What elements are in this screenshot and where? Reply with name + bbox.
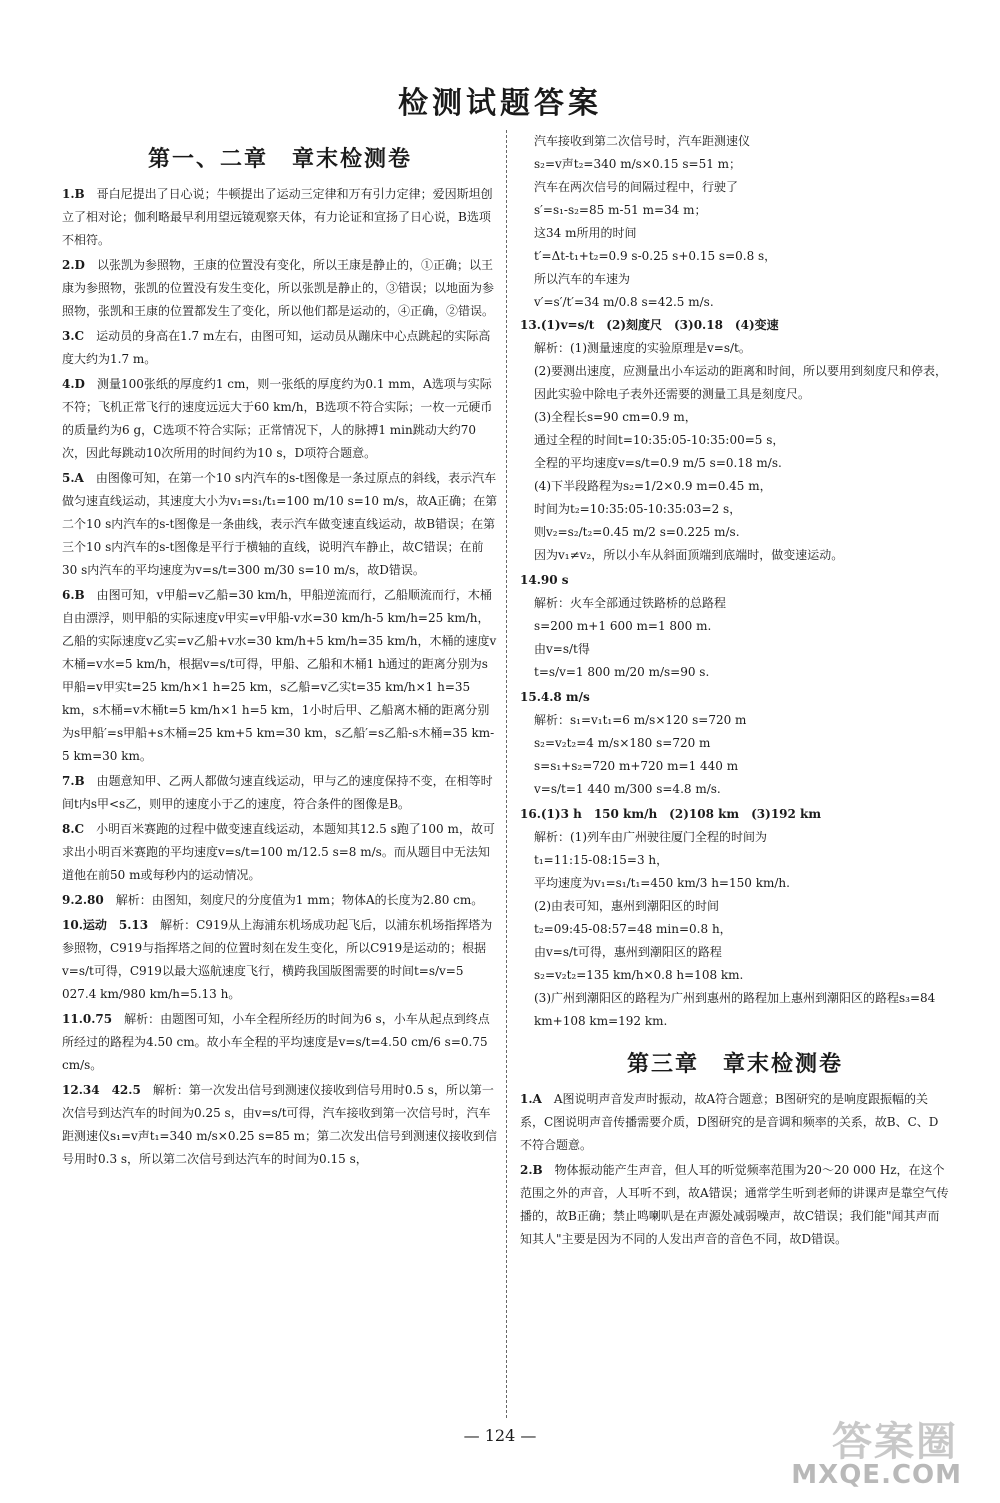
- right-continuation: [520, 130, 950, 314]
- answer-line: (2)要测出速度，应测量出小车运动的距离和时间，所以要用到刻度尺和停表，因此实验中除电子表外还需要的测量工具是刻度尺。: [534, 364, 948, 401]
- answer-text: 测量100张纸的厚度约1 cm，则一张纸的厚度约为0.1 mm，A选项与实际不符；飞机正常飞行的速度远远大于60 km/h，B选项不符合实际；一枚一元硬币的质量约为6 g，C选项不符合实际；正常情况下，人的脉搏1 min跳动大约70次，因此每跳动10次所用的时间约为10 s，D项符合题意。: [62, 377, 493, 460]
- answer-line: (3)广州到潮阳区的路程为广州到惠州的路程加上惠州到潮阳区的路程s₃=84 km+108 km=192 km.: [534, 991, 936, 1028]
- answer-item: [62, 770, 498, 816]
- answer-line: 解析：(1)测量速度的实验原理是v=s/t。: [534, 341, 751, 355]
- answer-text: 由图像可知，在第一个10 s内汽车的s-t图像是一条过原点的斜线，表示汽车做匀速直线运动，其速度大小为v₁=s₁/t₁=100 m/10 s=10 m/s，故A正确；在第二个10 s内汽车的s-t图像是一条曲线，表示汽车做变速直线运动，故B错误；在第三个10 s内汽车的s-t图像是平行于横轴的直线，说明汽车静止，故C错误；在前30 s内汽车的平均速度为v=s/t=300 m/30 s=10 m/s，故D错误。: [62, 471, 498, 577]
- answer-line: 解析：火车全部通过铁路桥的总路程: [534, 596, 727, 610]
- answer-line: 解析：s₁=v₁t₁=6 m/s×120 s=720 m: [534, 713, 747, 727]
- answer-line: 时间为t₂=10:35:05-10:35:03=2 s，: [534, 502, 742, 516]
- page-title: 检测试题答案: [398, 86, 602, 121]
- answer-number: 12.34 42.5: [62, 1083, 141, 1097]
- answer-item: [62, 1008, 498, 1077]
- answer-item: [520, 1088, 950, 1157]
- answer-line: 所以汽车的车速为: [534, 272, 631, 286]
- answer-number: 9.2.80: [62, 893, 104, 907]
- answer-number: 10.运动 5.13: [62, 918, 149, 932]
- right-column: [520, 130, 950, 1253]
- answer-line: 汽车在两次信号的间隔过程中，行驶了: [534, 180, 739, 194]
- answer-text: 解析：C919从上海浦东机场成功起飞后，以浦东机场指挥塔为参照物，C919与指挥塔之间的位置时刻在发生变化，所以C919是运动的；根据v=s/t可得，C919以最大巡航速度飞行，横跨我国版图需要的时间t=s/v=5 027.4 km/980 km/h=5.13 h。: [62, 918, 493, 1001]
- answer-line: 平均速度为v₁=s₁/t₁=450 km/3 h=150 km/h.: [534, 876, 790, 890]
- left-column: [62, 130, 498, 1173]
- answer-number: 6.B: [62, 588, 85, 602]
- answer-item: [62, 254, 498, 323]
- answer-line: 由v=s/t可得，惠州到潮阳区的路程: [534, 945, 722, 959]
- answer-text: 运动员的身高在1.7 m左右，由图可知，运动员从蹦床中心点跳起的实际高度大约为1.7 m。: [62, 329, 491, 366]
- answer-line: s=200 m+1 600 m=1 800 m.: [534, 619, 712, 633]
- answer-number: 4.D: [62, 377, 85, 391]
- answer-item: [62, 325, 498, 371]
- answer-item: [62, 373, 498, 465]
- answer-number: 2.B: [520, 1163, 543, 1177]
- answer-line: 通过全程的时间t=10:35:05-10:35:00=5 s，: [534, 433, 785, 447]
- answer-number: 1.A: [520, 1092, 542, 1106]
- answer-line: s₂=v声t₂=340 m/s×0.15 s=51 m；: [534, 157, 742, 171]
- answer-item: [520, 1159, 950, 1251]
- answer-text: 由题意知甲、乙两人都做匀速直线运动，甲与乙的速度保持不变，在相等时间t内s甲<s乙，则甲的速度小于乙的速度，符合条件的图像是B。: [62, 774, 493, 811]
- answer-item: [62, 467, 498, 582]
- answer-item: [62, 914, 498, 1006]
- answer-line: 这34 m所用的时间: [534, 226, 637, 240]
- left-section-title: 第一、二章 章末检测卷: [147, 147, 412, 172]
- answer-item: [62, 818, 498, 887]
- answer-number: 2.D: [62, 258, 85, 272]
- answer-number: 3.C: [62, 329, 85, 343]
- answer-text: 由图可知，v甲船=v乙船=30 km/h，甲船逆流而行，乙船顺流而行，木桶自由漂浮，则甲船的实际速度v甲实=v甲船-v水=30 km/h-5 km/h=25 km/h，乙船的实际速度v乙实=v乙船+v水=30 km/h+5 km/h=35 km/h，木桶的速度v木桶=v水=5 km/h，根据v=s/t可得，甲船、乙船和木桶1 h通过的距离分别为s甲船=v甲实t=25 km/h×1 h=25 km，s乙船=v乙实t=35 km/h×1 h=35 km，s木桶=v木桶t=5 km/h×1 h=5 km，1小时后甲、乙船离木桶的距离分别为s甲船′=s甲船+s木桶=25 km+5 km=30 km，s乙船′=s乙船-s木桶=35 km-5 km=30 km。: [62, 588, 497, 763]
- right-answer-list: [520, 314, 950, 1033]
- answer-line: (4)下半段路程为s₂=1/2×0.9 m=0.45 m，: [534, 479, 772, 493]
- answer-line: t₁=11:15-08:15=3 h，: [534, 853, 669, 867]
- answer-number: 11.0.75: [62, 1012, 113, 1026]
- answer-line: 则v₂=s₂/t₂=0.45 m/2 s=0.225 m/s.: [534, 525, 740, 539]
- answer-line: 解析：(1)列车由广州驶往厦门全程的时间为: [534, 830, 767, 844]
- answer-line: 全程的平均速度v=s/t=0.9 m/5 s=0.18 m/s.: [534, 456, 782, 470]
- answer-item: [520, 314, 950, 567]
- answer-line: s₂=v₂t₂=4 m/s×180 s=720 m: [534, 736, 711, 750]
- answer-number: 14.90 s: [520, 573, 569, 587]
- answer-text: 小明百米赛跑的过程中做变速直线运动，本题知其12.5 s跑了100 m，故可求出小明百米赛跑的平均速度v=s/t=100 m/12.5 s=8 m/s。而从题目中无法知道他在前50 m或每秒内的运动情况。: [62, 822, 495, 882]
- answer-item: [520, 803, 950, 1033]
- answer-line: s′=s₁-s₂=85 m-51 m=34 m；: [534, 203, 707, 217]
- answer-number: 8.C: [62, 822, 85, 836]
- answer-item: [62, 1079, 498, 1171]
- answer-line: (2)由表可知，惠州到潮阳区的时间: [534, 899, 719, 913]
- answer-number: 5.A: [62, 471, 84, 485]
- answer-line: 由v=s/t得: [534, 642, 590, 656]
- answer-number: 7.B: [62, 774, 85, 788]
- answer-item: [520, 686, 950, 801]
- answer-number: 16.(1)3 h 150 km/h (2)108 km (3)192 km: [520, 807, 822, 821]
- watermark-url: MXQE.COM: [791, 1460, 962, 1490]
- answer-line: t₂=09:45-08:57=48 min=0.8 h，: [534, 922, 732, 936]
- watermark-logo: 答案圈: [832, 1419, 958, 1465]
- answer-text: 哥白尼提出了日心说；牛顿提出了运动三定律和万有引力定律；爱因斯坦创立了相对论；伽利略最早利用望远镜观察天体，有力论证和宣扬了日心说，B选项不相符。: [62, 187, 493, 247]
- answer-number: 15.4.8 m/s: [520, 690, 590, 704]
- answer-line: 汽车接收到第二次信号时，汽车距测速仪: [534, 134, 751, 148]
- answer-text: A图说明声音发声时振动，故A符合题意；B图研究的是响度跟振幅的关系，C图说明声音传播需要介质，D图研究的是音调和频率的关系，故B、C、D不符合题意。: [520, 1092, 939, 1152]
- right-section-title: 第三章 章末检测卷: [626, 1052, 843, 1077]
- answer-line: (3)全程长s=90 cm=0.9 m，: [534, 410, 697, 424]
- answer-line: t′=Δt-t₁+t₂=0.9 s-0.25 s+0.15 s=0.8 s，: [534, 249, 777, 263]
- page-number: — 124 —: [463, 1426, 537, 1445]
- column-divider: [506, 130, 507, 1418]
- answer-text: 解析：由题图可知，小车全程所经历的时间为6 s，小车从起点到终点所经过的路程为4.50 cm。故小车全程的平均速度是v=s/t=4.50 cm/6 s=0.75 cm/s。: [62, 1012, 490, 1072]
- answer-line: v=s/t=1 440 m/300 s=4.8 m/s.: [534, 782, 721, 796]
- answer-text: 解析：由图知，刻度尺的分度值为1 mm；物体A的长度为2.80 cm。: [103, 893, 484, 907]
- answer-line: t=s/v=1 800 m/20 m/s=90 s.: [534, 665, 710, 679]
- answer-line: s₂=v₂t₂=135 km/h×0.8 h=108 km.: [534, 968, 744, 982]
- answer-line: v′=s′/t′=34 m/0.8 s=42.5 m/s.: [534, 295, 714, 309]
- left-answer-list: [62, 183, 498, 1171]
- answer-text: 物体振动能产生声音，但人耳的听觉频率范围为20～20 000 Hz，在这个范围之外的声音，人耳听不到，故A错误；通常学生听到老师的讲课声是靠空气传播的，故B正确；禁止鸣喇叭是在声源处减弱噪声，故C错误；我们能"闻其声而知其人"主要是因为不同的人发出声音的音色不同，故D错误。: [520, 1163, 949, 1246]
- answer-item: [62, 584, 498, 768]
- answer-line: s=s₁+s₂=720 m+720 m=1 440 m: [534, 759, 739, 773]
- answer-number: 13.(1)v=s/t (2)刻度尺 (3)0.18 (4)变速: [520, 318, 779, 332]
- answer-item: [62, 183, 498, 252]
- answer-text: 以张凯为参照物，王康的位置没有变化，所以王康是静止的，①正确；以王康为参照物，张凯的位置没有发生变化，所以张凯是静止的，③错误；以地面为参照物，张凯和王康的位置都发生了变化，所以他们都是运动的，④正确，②错误。: [62, 258, 495, 318]
- answer-line: 因为v₁≠v₂，所以小车从斜面顶端到底端时，做变速运动。: [534, 548, 844, 562]
- answer-item: [520, 569, 950, 684]
- answer-number: 1.B: [62, 187, 85, 201]
- answer-item: [62, 889, 498, 912]
- chapter3-answer-list: [520, 1088, 950, 1251]
- answer-text: 解析：第一次发出信号到测速仪接收到信号用时0.5 s，所以第一次信号到达汽车的时间为0.25 s，由v=s/t可得，汽车接收到第一次信号时，汽车距测速仪s₁=v声t₁=340 m/s×0.25 s=85 m；第二次发出信号到测速仪接收到信号用时0.3 s，所以第二次信号到达汽车的时间为0.15 s，: [62, 1083, 498, 1166]
